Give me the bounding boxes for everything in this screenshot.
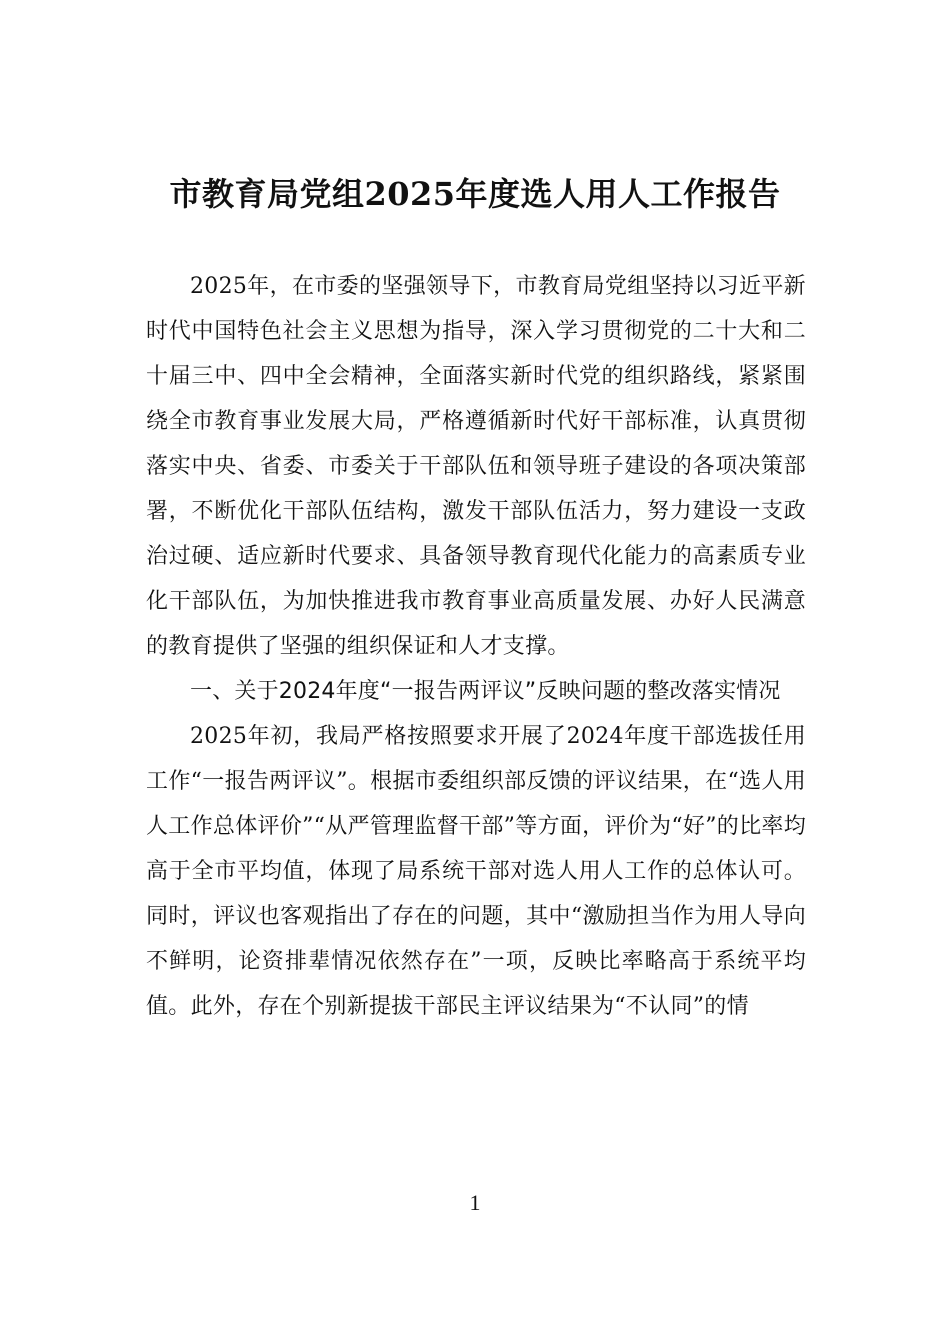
section-heading-1: 一、关于2024年度“一报告两评议”反映问题的整改落实情况	[190, 679, 781, 704]
document-title: 市教育局党组2025年度选人用人工作报告	[169, 175, 781, 213]
page-number: 1	[469, 1190, 481, 1215]
intro-paragraph: 2025年，在市委的坚强领导下，市教育局党组坚持以习近平新时代中国特色社会主义思想为指导，深入学习贯彻党的二十大和二十届三中、四中全会精神，全面落实新时代党的组织路线，紧紧围绕全市教育事业发展大局，严格遵循新时代好干部标准，认真贯彻落实中央、省委、市委关于干部队伍和领导班子建设的各项决策部署，不断优化干部队伍结构，激发干部队伍活力，努力建设一支政治过硬、适应新时代要求、具备领导教育现代化能力的高素质专业化干部队伍，为加快推进我市教育事业高质量发展、办好人民满意的教育提供了坚强的组织保证和人才支撑。	[146, 274, 806, 659]
section-1-paragraph: 2025年初，我局严格按照要求开展了2024年度干部选拔任用工作“一报告两评议”。根据市委组织部反馈的评议结果，在“选人用人工作总体评价”“从严管理监督干部”等方面，评价为“好”的比率均高于全市平均值，体现了局系统干部对选人用人工作的总体认可。同时，评议也客观指出了存在的问题，其中“激励担当作为用人导向不鲜明，论资排辈情况依然存在”一项，反映比率略高于系统平均值。此外，存在个别新提拔干部民主评议结果为“不认同”的情	[146, 724, 806, 1019]
document-body	[146, 264, 806, 1029]
